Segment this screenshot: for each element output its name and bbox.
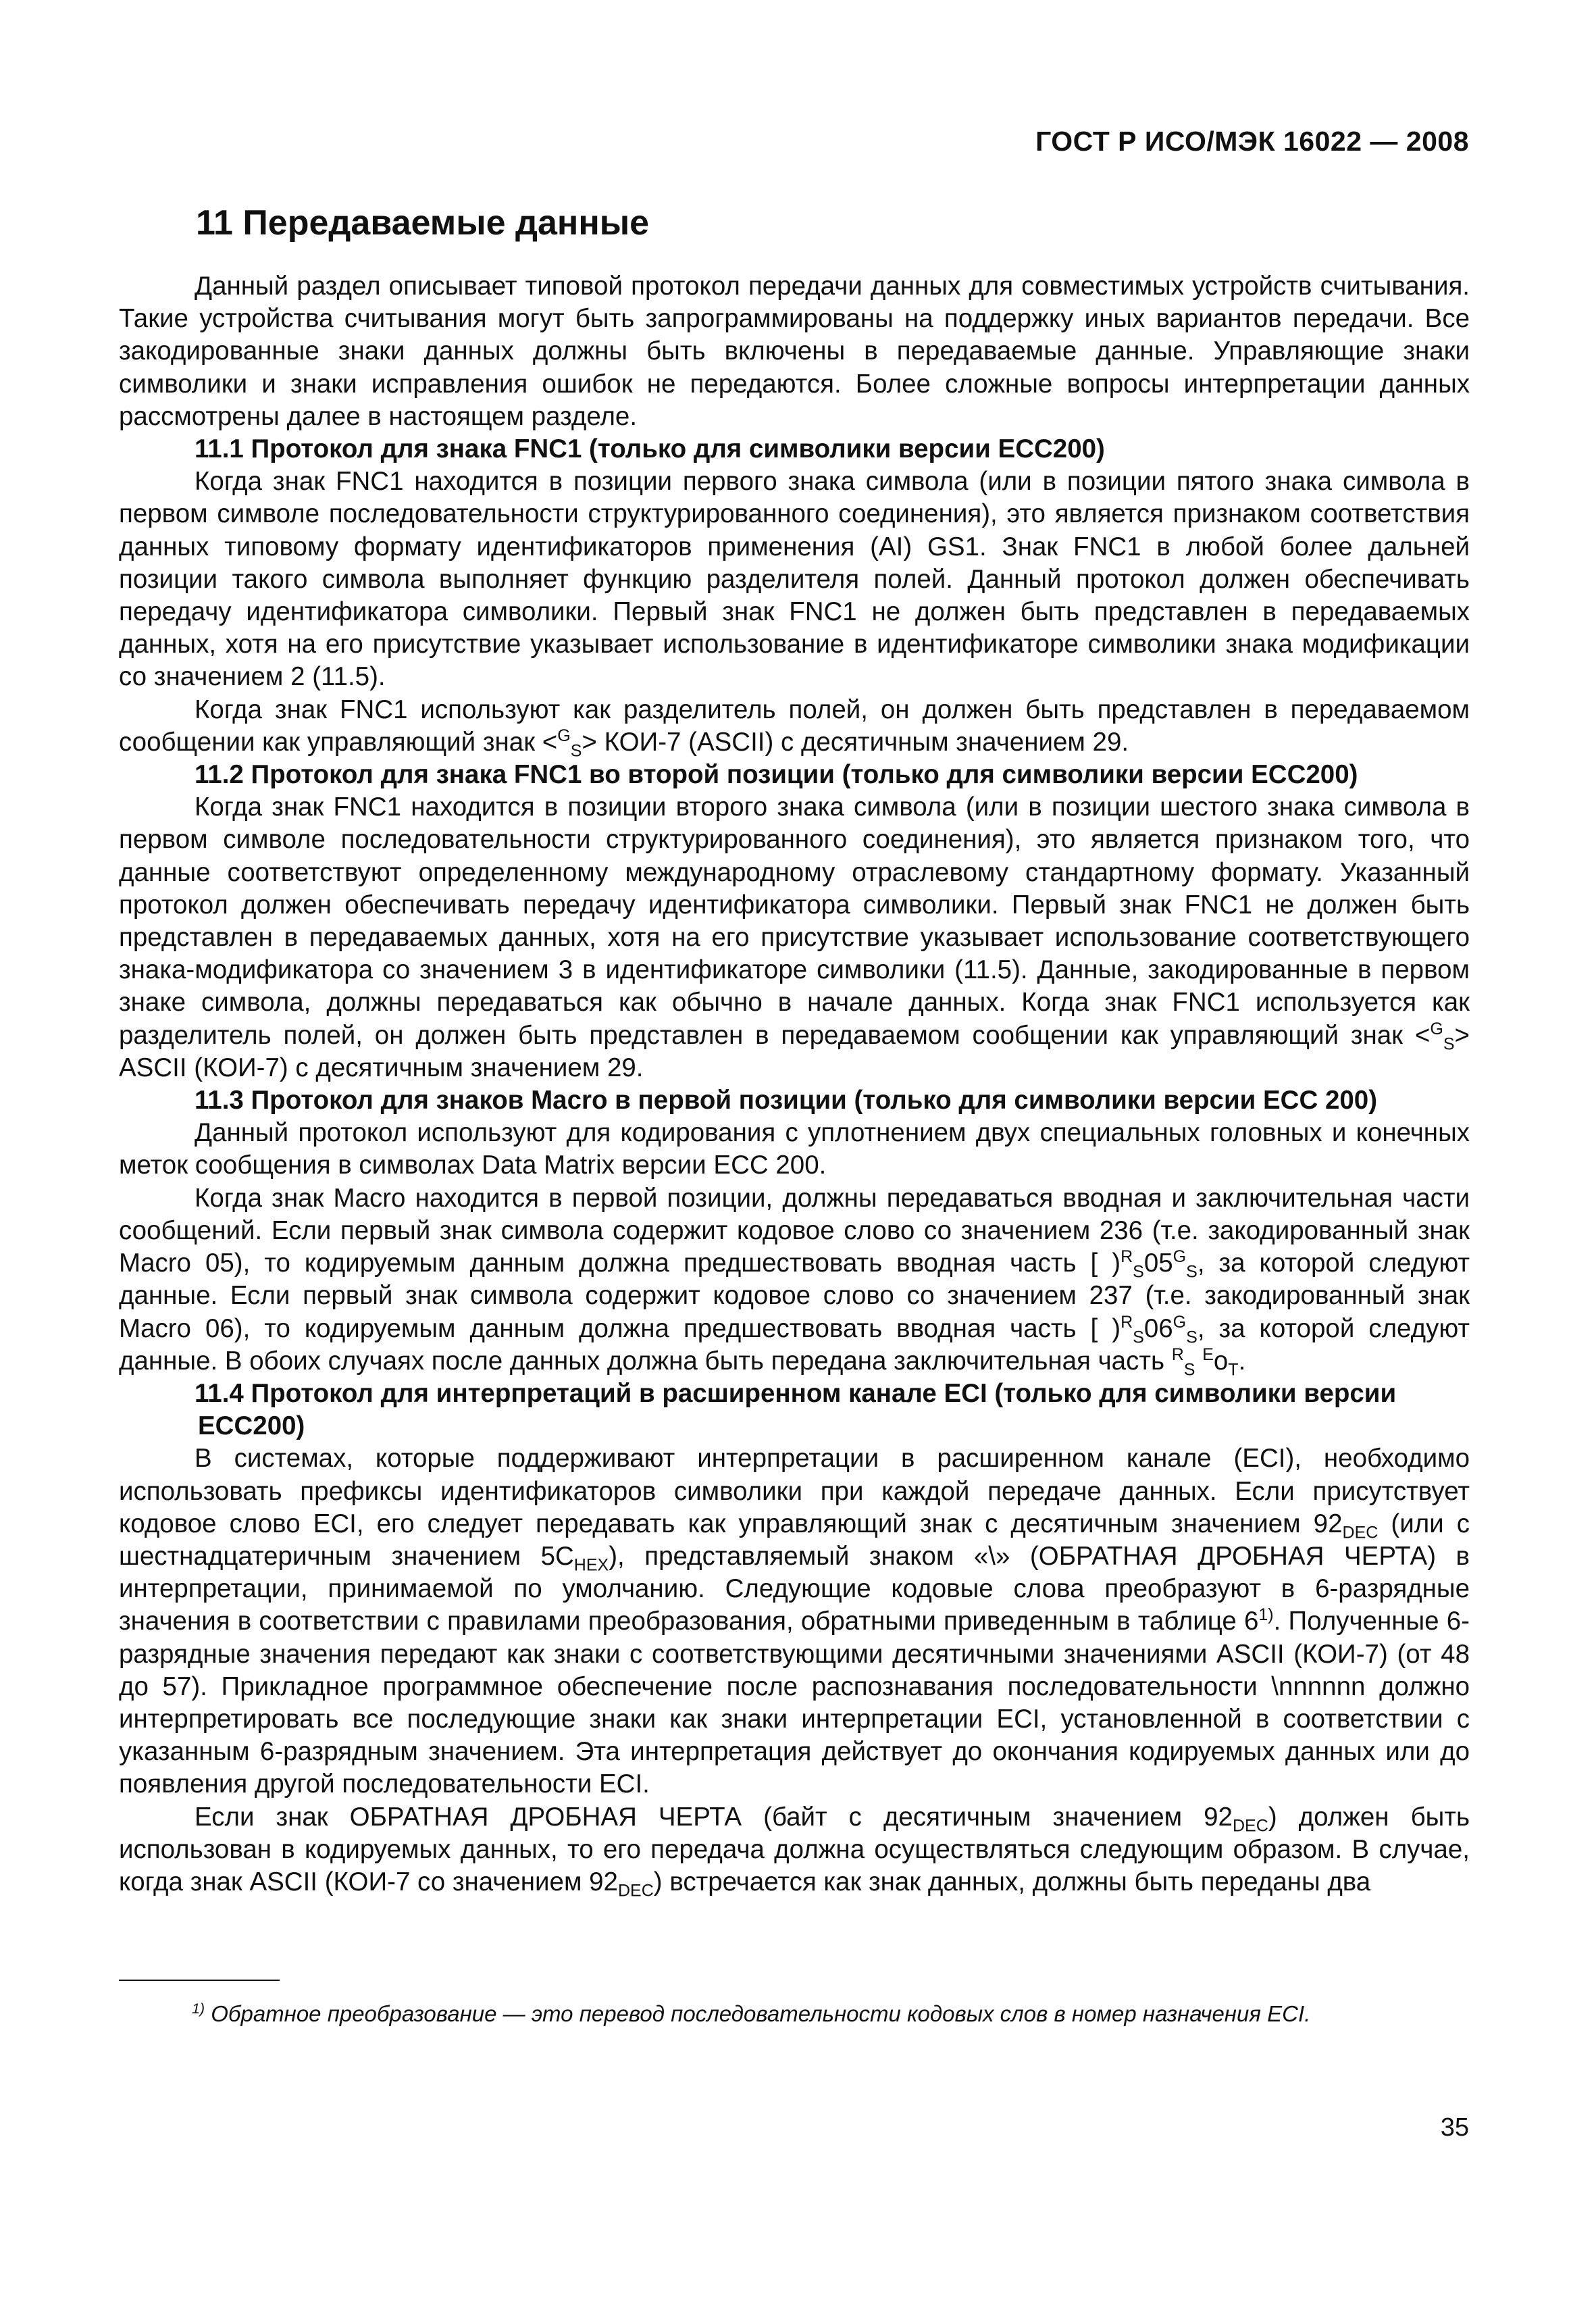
paragraph-11-4-b: Если знак ОБРАТНАЯ ДРОБНАЯ ЧЕРТА (байт с десятичным значением $92_{DEC}$) должен быть использован в кодируемых данных, то его передача должна осуществляться следующим образом. В случае, когда знак ASCII (КОИ-7 со значением $92_{DEC}$) встречается как знак данных, должны быть переданы два: [119, 1802, 1470, 1901]
footnote: $^{1)}$ Обратное преобразование — это перевод последовательности кодовых слов в номер назначения ECI.: [192, 2001, 1311, 2026]
running-header: ГОСТ Р ИСО/МЭК 16022 — 2008: [1035, 126, 1469, 157]
heading-11-2: 11.2 Протокол для знака FNC1 во второй позиции (только для символики версии ECC200): [195, 760, 1358, 790]
heading-11-1: 11.1 Протокол для знака FNC1 (только для символики версии ECC200): [195, 434, 1105, 464]
paragraph-11-4-a: В системах, которые поддерживают интерпретации в расширенном канале (ECI), необходимо использовать префиксы идентификаторов символики при каждой передаче данных. Если присутствует кодовое слово ECI, его следует передавать как управляющий знак с десятичным значением $92_{DEC}$ (или с шестнадцатеричным значением $5C_{HEX}$), представляемый знаком «\» (ОБРАТНАЯ ДРОБНАЯ ЧЕРТА) в интерпретации, принимаемой по умолчанию. Следующие кодовые слова преобразуют в 6-разрядные значения в соответствии с правилами преобразования, обратными приведенным в таблице 6$^{1)}$. Полученные 6-разрядные значения передают как знаки с соответствующими десятичными значениями ASCII (КОИ-7) (от 48 до 57). Прикладное программное обеспечение после распознавания последовательности \nnnnnn должно интерпретировать все последующие знаки как знаки интерпретации ECI, установленной в соответствии с указанным 6-разрядным значением. Эта интерпретация действует до окончания кодируемых данных или до появления другой последовательности ECI.: [119, 1444, 1470, 1799]
paragraph-11-1-a: Когда знак FNC1 находится в позиции первого знака символа (или в позиции пятого знака символа в первом символе последовательности структурированного соединения), это является признаком соответствия данных типовому формату идентификаторов применения (AI) GS1. Знак FNC1 в любой более дальней позиции такого символа выполняет функцию разделителя полей. Данный протокол должен обеспечивать передачу идентификатора символики. Первый знак FNC1 не должен быть представлен в передаваемых данных, хотя на его присутствие указывает использование в идентификаторе символики знака модификации со значением 2 (11.5).: [119, 467, 1470, 692]
footnote-ref: 1): [1258, 1605, 1274, 1625]
page-number: 35: [1440, 2113, 1469, 2142]
heading-11-4-cont: ECC200): [198, 1411, 305, 1441]
paragraph-11-2: Когда знак FNC1 находится в позиции второго знака символа (или в позиции шестого знака символа в первом символе последовательности структурированного соединения), это является признаком того, что данные соответствуют определенному международному отраслевому стандартному формату. Указанный протокол должен обеспечивать передачу идентификатора символики. Первый знак FNC1 не должен быть представлен в передаваемых данных, хотя на его присутствие указывает использование соответствующего знака-модификатора со значением 3 в идентификаторе символики (11.5). Данные, закодированные в первом знаке символа, должны передаваться как обычно в начале данных. Когда знак FNC1 используется как разделитель полей, он должен быть представлен в передаваемом сообщении как управляющий знак <$^G_S$> ASCII (КОИ-7) с десятичным значением 29.: [119, 793, 1470, 1082]
paragraph-11-3-b: Когда знак Macro находится в первой позиции, должны передаваться вводная и заключительная части сообщений. Если первый знак символа содержит кодовое слово со значением 236 (т.е. закодированный знак Macro 05), то кодируемым данным должна предшествовать вводная часть [ )$^R_S05^G_S$, за которой следуют данные. Если первый знак символа содержит кодовое слово со значением 237 (т.е. закодированный знак Macro 06), то кодируемым данным должна предшествовать вводная часть [ )$^R_S06^G_S$, за которой следуют данные. В обоих случаях после данных должна быть передана заключительная часть $^R_S$ $^Eo_T$.: [119, 1183, 1470, 1380]
heading-11-3: 11.3 Протокол для знаков Macro в первой позиции (только для символики версии ECC 200): [195, 1086, 1378, 1115]
section-title: 11 Передаваемые данные: [196, 203, 650, 243]
paragraph-11-1-b: Когда знак FNC1 используют как разделитель полей, он должен быть представлен в передаваемом сообщении как управляющий знак <$^G_S$> КОИ-7 (ASCII) с десятичным значением 29.: [119, 695, 1470, 761]
footnote-divider: [119, 1980, 280, 1981]
heading-11-4: 11.4 Протокол для интерпретаций в расширенном канале ECI (только для символики версии: [195, 1378, 1397, 1408]
body-text: [119, 270, 1470, 1901]
intro-paragraph: Данный раздел описывает типовой протокол передачи данных для совместимых устройств считывания. Такие устройства считывания могут быть запрограммированы на поддержку иных вариантов передачи. Все закодированные знаки данных должны быть включены в передаваемые данные. Управляющие знаки символики и знаки исправления ошибок не передаются. Более сложные вопросы интерпретации данных рассмотрены далее в настоящем разделе.: [119, 272, 1470, 431]
paragraph-11-3-a: Данный протокол используют для кодирования с уплотнением двух специальных головных и конечных меток сообщения в символах Data Matrix версии ECC 200.: [119, 1118, 1470, 1180]
